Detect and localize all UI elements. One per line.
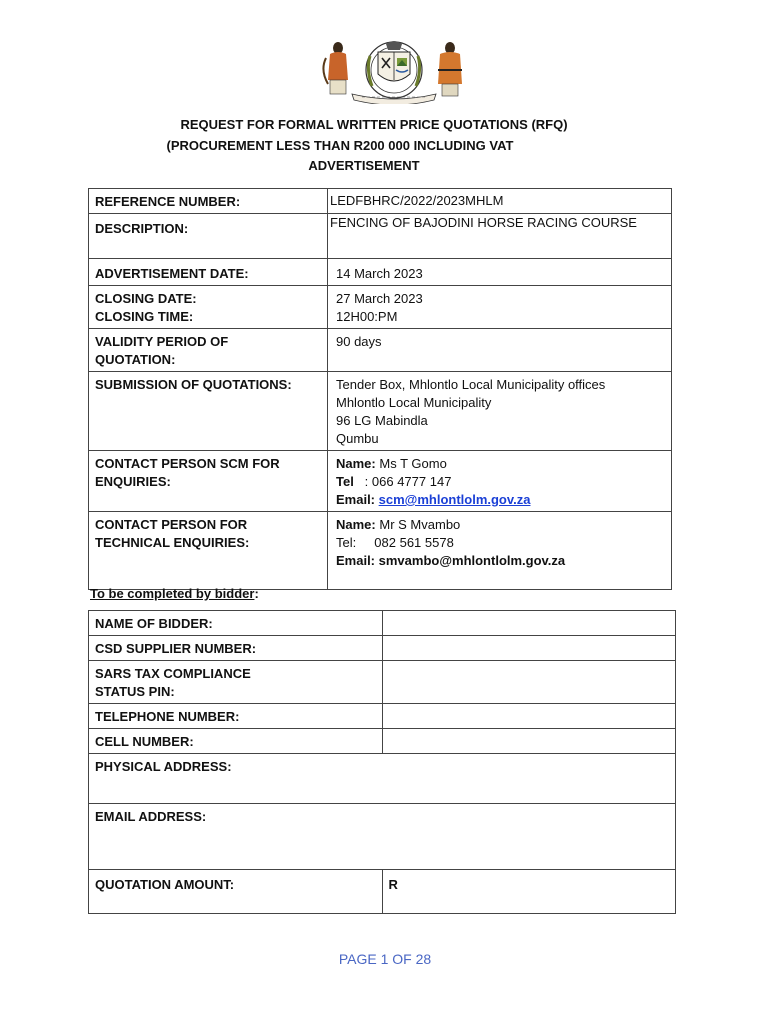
technical-contact-row xyxy=(89,512,672,590)
csd-supplier-field[interactable] xyxy=(382,636,676,661)
scm-tel: : 066 4777 147 xyxy=(364,474,452,489)
page-number: PAGE 1 OF 28 xyxy=(338,951,432,967)
physical-address-label: PHYSICAL ADDRESS: xyxy=(95,759,232,774)
scm-contact-label-1: CONTACT PERSON SCM FOR xyxy=(95,456,280,471)
closing-date-value: 27 March 2023 xyxy=(336,291,423,306)
reference-label: REFERENCE NUMBER: xyxy=(89,189,328,214)
advertisement-date-label: ADVERTISEMENT DATE: xyxy=(89,259,328,286)
sars-label-1: SARS TAX COMPLIANCE xyxy=(95,666,251,681)
scm-tel-label: Tel xyxy=(336,474,354,489)
description-label: DESCRIPTION: xyxy=(89,214,328,259)
document-title-line-2: (PROCUREMENT LESS THAN R200 000 INCLUDING VAT xyxy=(166,138,514,153)
submission-label: SUBMISSION OF QUOTATIONS: xyxy=(89,372,328,451)
closing-time-value: 12H00:PM xyxy=(336,309,398,324)
submission-address xyxy=(328,372,672,451)
document-title-line-1: REQUEST FOR FORMAL WRITTEN PRICE QUOTATIONS (RFQ) xyxy=(180,117,568,132)
cell-label: CELL NUMBER: xyxy=(89,729,383,754)
scm-contact-details xyxy=(328,451,672,512)
reference-row xyxy=(89,189,672,214)
telephone-row xyxy=(89,704,676,729)
advertisement-date-value: 14 March 2023 xyxy=(328,259,672,286)
validity-row xyxy=(89,329,672,372)
bidder-name-label: NAME OF BIDDER: xyxy=(89,611,383,636)
bidder-heading-text: To be completed by bidder xyxy=(90,586,255,601)
bidder-name-field[interactable] xyxy=(382,611,676,636)
bidder-name-row xyxy=(89,611,676,636)
technical-contact-label-1: CONTACT PERSON FOR xyxy=(95,517,248,532)
tech-name-label: Name: xyxy=(336,517,376,532)
technical-contact-label-2: TECHNICAL ENQUIRIES: xyxy=(95,535,250,550)
quotation-amount-row xyxy=(89,870,676,914)
sars-labels xyxy=(89,661,383,704)
submission-line-1: Tender Box, Mhlontlo Local Municipality offices xyxy=(336,377,606,392)
submission-line-2: Mhlontlo Local Municipality xyxy=(336,395,492,410)
closing-date-label: CLOSING DATE: xyxy=(95,291,197,306)
telephone-field[interactable] xyxy=(382,704,676,729)
municipal-coat-of-arms-icon xyxy=(322,40,466,104)
submission-line-3: 96 LG Mabindla xyxy=(336,413,428,428)
bidder-heading-colon: : xyxy=(254,586,259,601)
rfq-info-table xyxy=(88,188,672,590)
quotation-amount-field[interactable] xyxy=(382,870,676,914)
scm-contact-labels xyxy=(89,451,328,512)
submission-line-4: Qumbu xyxy=(336,431,379,446)
email-address-field[interactable] xyxy=(89,804,676,870)
closing-row xyxy=(89,286,672,329)
csd-row xyxy=(89,636,676,661)
reference-value: LEDFBHRC/2022/2023MHLM xyxy=(328,189,672,214)
bidder-details-table xyxy=(88,610,676,914)
closing-values xyxy=(328,286,672,329)
tech-email-label: Email: xyxy=(336,553,376,568)
description-value: FENCING OF BAJODINI HORSE RACING COURSE xyxy=(328,214,672,259)
bidder-section-heading xyxy=(90,586,259,601)
quotation-amount-prefix: R xyxy=(388,877,398,892)
document-title-line-3: ADVERTISEMENT xyxy=(308,158,420,173)
email-address-row xyxy=(89,804,676,870)
sars-pin-field[interactable] xyxy=(382,661,676,704)
tech-tel-label: Tel: xyxy=(336,535,357,550)
closing-time-label: CLOSING TIME: xyxy=(95,309,194,324)
quotation-amount-label: QUOTATION AMOUNT: xyxy=(89,870,383,914)
technical-contact-labels xyxy=(89,512,328,590)
advertisement-date-row xyxy=(89,259,672,286)
closing-labels xyxy=(89,286,328,329)
validity-labels xyxy=(89,329,328,372)
tech-name: Mr S Mvambo xyxy=(379,517,461,532)
scm-name: Ms T Gomo xyxy=(379,456,447,471)
csd-supplier-label: CSD SUPPLIER NUMBER: xyxy=(89,636,383,661)
sars-label-2: STATUS PIN: xyxy=(95,684,175,699)
scm-email-link[interactable]: scm@mhlontlolm.gov.za xyxy=(378,492,531,507)
scm-contact-label-2: ENQUIRIES: xyxy=(95,474,171,489)
physical-address-row xyxy=(89,754,676,804)
sars-row xyxy=(89,661,676,704)
physical-address-field[interactable] xyxy=(89,754,676,804)
validity-label-1: VALIDITY PERIOD OF xyxy=(95,334,229,349)
tech-email: smvambo@mhlontlolm.gov.za xyxy=(378,553,566,568)
description-row xyxy=(89,214,672,259)
submission-row xyxy=(89,372,672,451)
scm-name-label: Name: xyxy=(336,456,376,471)
cell-row xyxy=(89,729,676,754)
validity-value: 90 days xyxy=(328,329,672,372)
cell-field[interactable] xyxy=(382,729,676,754)
telephone-label: TELEPHONE NUMBER: xyxy=(89,704,383,729)
validity-label-2: QUOTATION: xyxy=(95,352,176,367)
technical-contact-details xyxy=(328,512,672,590)
scm-contact-row xyxy=(89,451,672,512)
tech-tel: 082 561 5578 xyxy=(374,535,454,550)
scm-email-label: Email: xyxy=(336,492,376,507)
email-address-label: EMAIL ADDRESS: xyxy=(95,809,207,824)
